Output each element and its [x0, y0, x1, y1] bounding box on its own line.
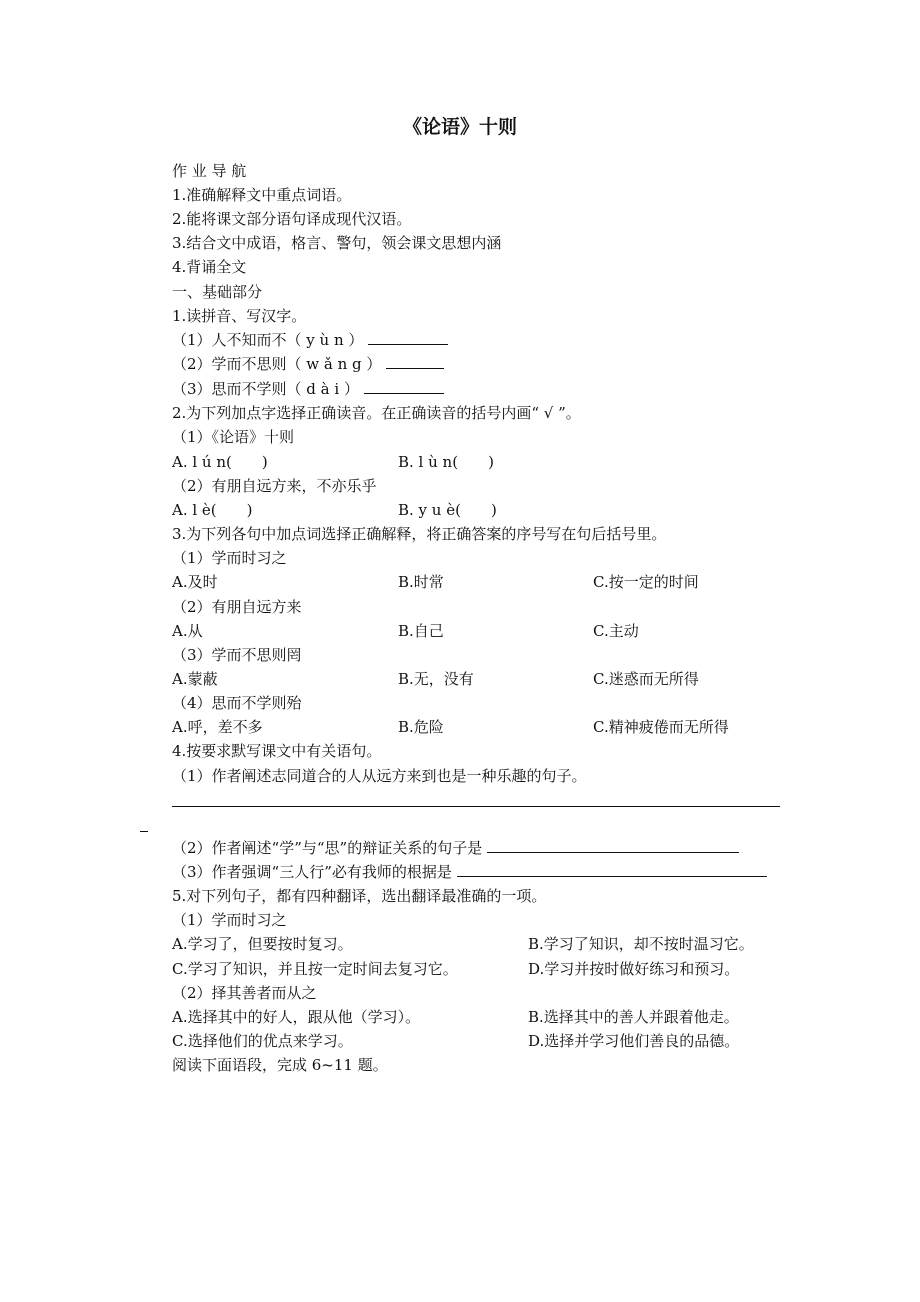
q4-sub3-text: （3）作者强调“三人行”必有我师的根据是	[172, 863, 452, 881]
q2-sub2-option-b[interactable]: B. y u è( )	[398, 501, 497, 519]
q5-sub2-option-a[interactable]: A.选择其中的好人，跟从他（学习）。	[172, 1008, 421, 1026]
q3-option-b[interactable]: B.危险	[398, 718, 444, 736]
q2-stem: 2.为下列加点字选择正确读音。在正确读音的括号内画“ √ ”。	[172, 404, 581, 422]
q2-sub2: （2）有朋自远方来，不亦乐乎	[172, 477, 377, 495]
q2-sub2-option-a[interactable]: A. l è( )	[172, 501, 253, 519]
guide-item: 4.背诵全文	[172, 258, 247, 276]
q5-sub1-option-d[interactable]: D.学习并按时做好练习和预习。	[528, 960, 740, 978]
answer-blank[interactable]	[457, 861, 767, 877]
q5-sub2: （2）择其善者而从之	[172, 984, 317, 1002]
q3-option-c[interactable]: C.精神疲倦而无所得	[593, 718, 729, 736]
q4-sub1: （1）作者阐述志同道合的人从远方来到也是一种乐趣的句子。	[172, 767, 587, 785]
guide-item: 2.能将课文部分语句译成现代汉语。	[172, 210, 412, 228]
q4-sub2	[172, 837, 739, 859]
q2-sub1-option-a[interactable]: A. l ú n( )	[172, 453, 268, 471]
q5-stem: 5.对下列句子，都有四种翻译，选出翻译最准确的一项。	[172, 887, 547, 905]
q5-sub2-option-c[interactable]: C.选择他们的优点来学习。	[172, 1032, 353, 1050]
guide-item: 3.结合文中成语，格言、警句，领会课文思想内涵	[172, 234, 502, 252]
q5-sub1-option-b[interactable]: B.学习了知识，却不按时温习它。	[528, 935, 754, 953]
q1-stem: 1.读拼音、写汉字。	[172, 307, 307, 325]
q5-sub1-option-c[interactable]: C.学习了知识，并且按一定时间去复习它。	[172, 960, 458, 978]
guide-item: 1.准确解释文中重点词语。	[172, 186, 352, 204]
answer-blank[interactable]	[364, 378, 444, 394]
q1-item-3-text: （3）思而不学则（ d à i ）	[172, 380, 359, 398]
q5-sub2-option-d[interactable]: D.选择并学习他们善良的品德。	[528, 1032, 740, 1050]
q3-sub-question: （1）学而时习之	[172, 549, 287, 567]
q3-option-c[interactable]: C.按一定的时间	[593, 573, 699, 591]
q1-item-3	[172, 378, 444, 400]
q1-item-2-text: （2）学而不思则（ w ǎ n g ）	[172, 355, 382, 373]
q2-sub1: （1）《论语》十则	[172, 428, 295, 446]
q3-sub-question: （4）思而不学则殆	[172, 694, 302, 712]
q5-sub1: （1）学而时习之	[172, 911, 287, 929]
q1-item-1-text: （1）人不知而不（ y ù n ）	[172, 331, 364, 349]
q3-option-a[interactable]: A.呼，差不多	[172, 718, 263, 736]
q4-sub3	[172, 861, 767, 883]
q3-option-b[interactable]: B.自己	[398, 622, 444, 640]
q5-sub2-option-b[interactable]: B.选择其中的善人并跟着他走。	[528, 1008, 739, 1026]
answer-line-stub	[140, 830, 148, 832]
q3-option-b[interactable]: B.无，没有	[398, 670, 474, 688]
answer-blank[interactable]	[487, 837, 739, 853]
q3-option-c[interactable]: C.迷惑而无所得	[593, 670, 699, 688]
q5-sub1-option-a[interactable]: A.学习了，但要按时复习。	[172, 935, 353, 953]
answer-blank[interactable]	[368, 329, 448, 345]
q3-option-a[interactable]: A.蒙蔽	[172, 670, 218, 688]
page-title: 《论语》十则	[402, 116, 517, 138]
q4-stem: 4.按要求默写课文中有关语句。	[172, 742, 382, 760]
q3-stem: 3.为下列各句中加点词选择正确解释，将正确答案的序号写在句后括号里。	[172, 525, 667, 543]
q2-sub1-option-b[interactable]: B. l ù n( )	[398, 453, 494, 471]
guide-heading: 作 业 导 航	[172, 162, 247, 180]
q3-option-a[interactable]: A.及时	[172, 573, 218, 591]
q1-item-2	[172, 353, 444, 375]
q3-sub-question: （2）有朋自远方来	[172, 598, 302, 616]
q3-option-b[interactable]: B.时常	[398, 573, 444, 591]
answer-line[interactable]	[172, 805, 780, 807]
q3-sub-question: （3）学而不思则罔	[172, 646, 302, 664]
reading-instruction: 阅读下面语段，完成 6~11 题。	[172, 1056, 388, 1074]
q4-sub2-text: （2）作者阐述“学”与“思”的辩证关系的句子是	[172, 839, 483, 857]
section-heading: 一、基础部分	[172, 283, 263, 301]
q3-option-c[interactable]: C.主动	[593, 622, 639, 640]
q1-item-1	[172, 329, 448, 351]
q3-option-a[interactable]: A.从	[172, 622, 203, 640]
answer-blank[interactable]	[386, 353, 444, 369]
